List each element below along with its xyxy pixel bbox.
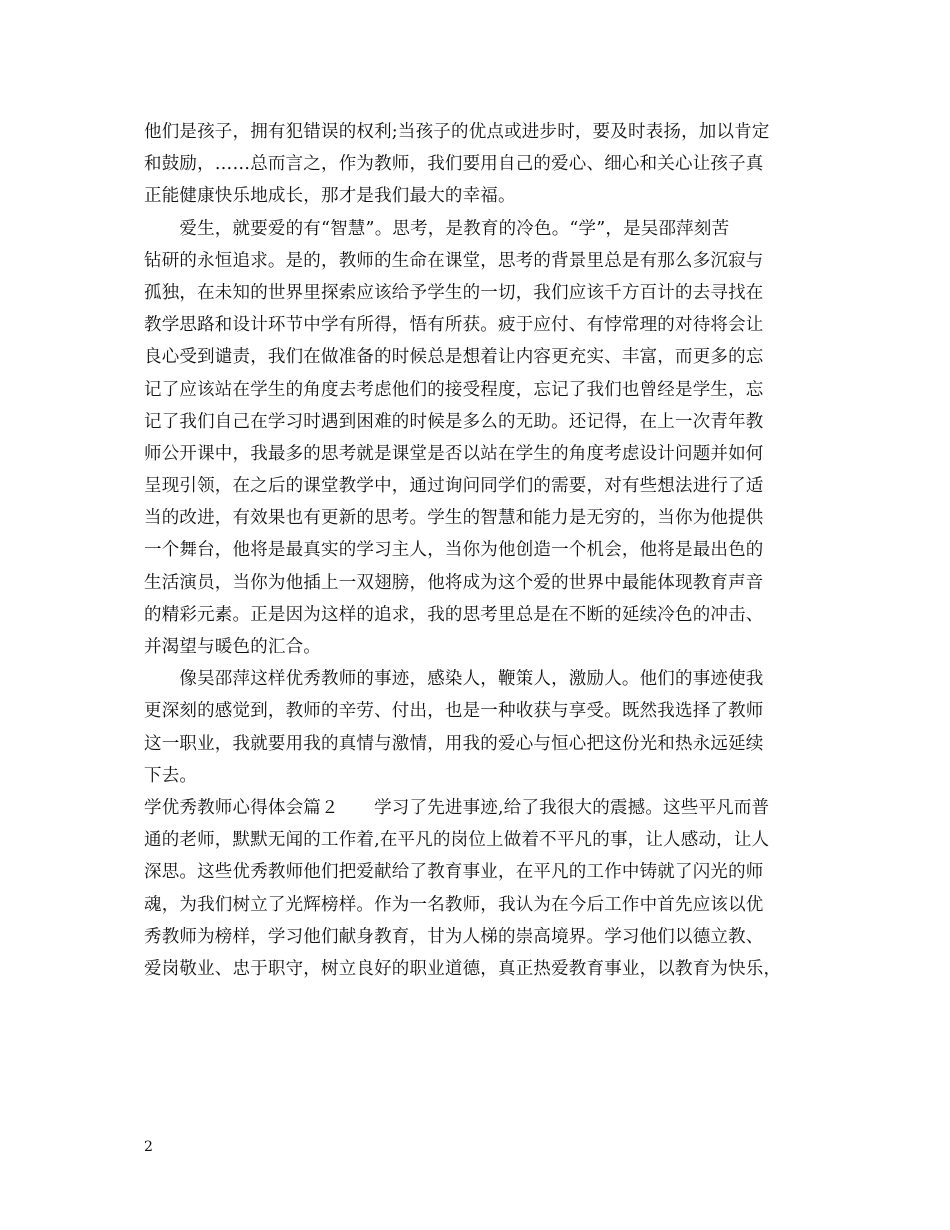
text-line: 通的老师，默默无闻的工作着,在平凡的岗位上做着不平凡的事，让人感动，让人 bbox=[144, 830, 770, 851]
text-line: 和鼓励，……总而言之，作为教师，我们要用自己的爱心、细心和关心让孩子真 bbox=[144, 154, 764, 175]
text-line: 下去。 bbox=[144, 765, 198, 786]
text-line: 他们是孩子，拥有犯错误的权利;当孩子的优点或进步时，要及时表扬，加以肯定 bbox=[144, 122, 770, 142]
text-line: 爱岗敬业、忠于职守，树立良好的职业道德，真正热爱教育事业，以教育为快乐， bbox=[144, 958, 782, 979]
text-line: 这一职业，我就要用我的真情与激情，用我的爱心与恒心把这份光和热永远延续 bbox=[144, 733, 764, 754]
text-line: 魂，为我们树立了光辉榜样。作为一名教师，我认为在今后工作中首先应该以优 bbox=[144, 894, 764, 915]
text-line: 爱生，就要爱的有“智慧”。思考，是教育的冷色。“学”，是吴邵萍刻苦 bbox=[144, 218, 730, 239]
text-line: 当的改进，有效果也有更新的思考。学生的智慧和能力是无穷的，当你为他提供 bbox=[144, 508, 764, 529]
text-line: 良心受到谴责，我们在做准备的时候总是想着让内容更充实、丰富，而更多的忘 bbox=[144, 347, 764, 368]
text-line: 记了应该站在学生的角度去考虑他们的接受程度，忘记了我们也曾经是学生，忘 bbox=[144, 379, 764, 400]
text-line: 正能健康快乐地成长，那才是我们最大的幸福。 bbox=[144, 186, 516, 207]
text-line: 深思。这些优秀教师他们把爱献给了教育事业，在平凡的工作中铸就了闪光的师 bbox=[144, 862, 764, 883]
page-number: 2 bbox=[144, 1139, 153, 1155]
text-line: 师公开课中，我最多的思考就是课堂是否以站在学生的角度考虑设计问题并如何 bbox=[144, 443, 764, 464]
text-line: 的精彩元素。正是因为这样的追求，我的思考里总是在不断的延续冷色的冲击、 bbox=[144, 604, 764, 625]
body-text bbox=[144, 116, 820, 985]
text-line: 记了我们自己在学习时遇到困难的时候是多么的无助。还记得，在上一次青年教 bbox=[144, 411, 764, 432]
text-line: 孤独，在未知的世界里探索应该给予学生的一切，我们应该千方百计的去寻找在 bbox=[144, 282, 764, 303]
text-line: 学优秀教师心得体会篇２ 学习了先进事迹,给了我很大的震撼。这些平凡而普 bbox=[144, 797, 770, 818]
text-line: 生活演员，当你为他插上一双翅膀，他将成为这个爱的世界中最能体现教育声音 bbox=[144, 572, 764, 593]
text-line: 教学思路和设计环节中学有所得，悟有所获。疲于应付、有悖常理的对待将会让 bbox=[144, 315, 764, 336]
text-line: 并渴望与暖色的汇合。 bbox=[144, 637, 321, 657]
text-line: 呈现引领，在之后的课堂教学中，通过询问同学们的需要，对有些想法进行了适 bbox=[144, 476, 764, 497]
text-line: 像吴邵萍这样优秀教师的事迹，感染人，鞭策人，激励人。他们的事迹使我 bbox=[144, 669, 764, 690]
text-line: 秀教师为榜样，学习他们献身教育，甘为人梯的崇高境界。学习他们以德立教、 bbox=[144, 926, 764, 947]
text-line: 钻研的永恒追求。是的，教师的生命在课堂，思考的背景里总是有那么多沉寂与 bbox=[144, 250, 764, 271]
text-line: 一个舞台，他将是最真实的学习主人，当你为他创造一个机会，他将是最出色的 bbox=[144, 540, 764, 561]
text-line: 更深刻的感觉到，教师的辛劳、付出，也是一种收获与享受。既然我选择了教师 bbox=[144, 701, 764, 722]
